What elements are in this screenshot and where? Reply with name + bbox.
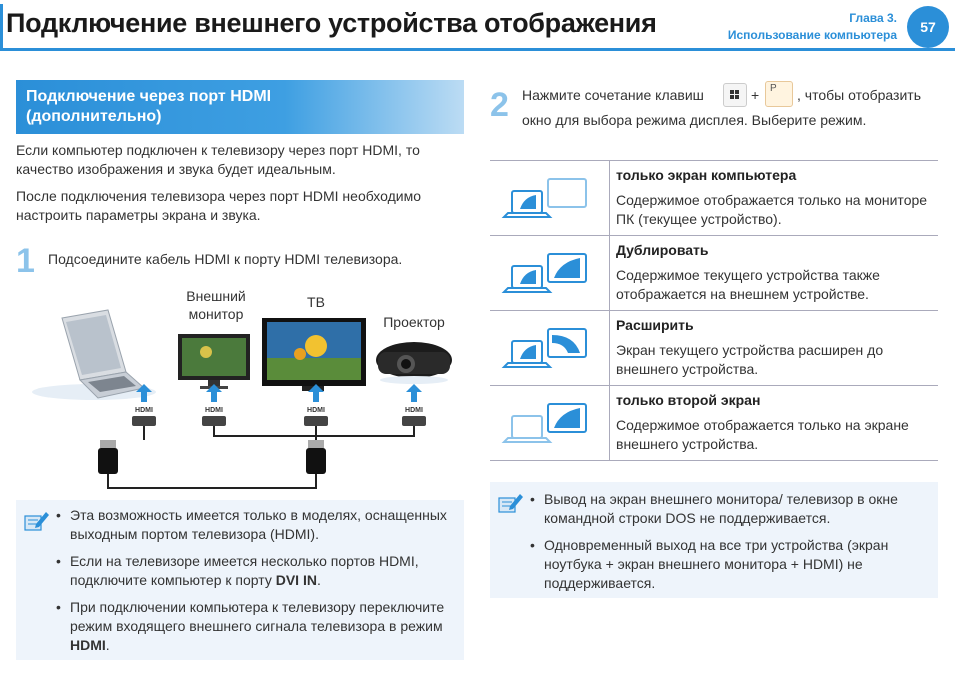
mode-title: только второй экран xyxy=(616,392,761,408)
hdmi-connection-diagram xyxy=(16,300,464,500)
step-2-text-before: Нажмите сочетание клавиш xyxy=(522,87,704,103)
hdmi-connectors xyxy=(132,416,426,426)
note-box-left xyxy=(16,500,464,660)
section-header xyxy=(16,80,464,134)
mode-row-duplicate[interactable] xyxy=(490,236,938,311)
step-1-number: 1 xyxy=(16,242,35,280)
intro-paragraph: Если компьютер подключен к телевизору через порт HDMI, то качество изображения и звука будет идеальным. xyxy=(16,142,420,177)
display-modes-table xyxy=(490,160,938,461)
windows-logo-icon xyxy=(724,84,746,106)
note-list-right xyxy=(528,490,932,601)
note-left-item-2-end: . xyxy=(316,572,321,588)
note-left-item-3 xyxy=(54,598,456,655)
mode-description: Содержимое отображается только на экране внешнего устройства. xyxy=(616,417,909,452)
hdmi-port-label-monitor: HDMI xyxy=(205,407,223,414)
note-pencil-icon xyxy=(22,508,50,534)
tv-label: ТВ xyxy=(307,294,325,310)
step-1-text: Подсоедините кабель HDMI к порту HDMI телевизора. xyxy=(48,251,403,267)
hdmi-port-label-laptop: HDMI xyxy=(135,407,153,414)
duplicate-icon xyxy=(490,236,610,310)
connection-arrows xyxy=(136,384,422,402)
hdmi-plugs xyxy=(98,440,326,474)
section-title-line1: Подключение через порт HDMI xyxy=(26,88,272,105)
key-plus-sign: + xyxy=(751,87,760,103)
title-underline xyxy=(0,48,955,51)
mode-icon-cell xyxy=(490,161,610,235)
mode-description: Содержимое отображается только на мониторе ПК (текущее устройство). xyxy=(616,192,928,227)
hdmi-port-labels xyxy=(135,407,423,414)
note-left-item-3-text: При подключении компьютера к телевизору переключите режим входящего внешнего сигнала телевизора в режим xyxy=(70,599,445,634)
chapter-info xyxy=(728,10,897,44)
note-left-item-2 xyxy=(54,552,456,590)
laptop-illustration xyxy=(32,310,156,400)
step-2-line2: окно для выбора режима дисплея. Выберите режим. xyxy=(522,112,867,128)
section-title-line2: (дополнительно) xyxy=(26,108,162,125)
mode-title: только экран компьютера xyxy=(616,167,797,183)
step-2-text-after: , чтобы отобразить xyxy=(797,87,921,103)
external-monitor-illustration xyxy=(178,334,250,389)
monitor-label-line1: Внешний xyxy=(186,288,246,304)
p-key-label: P xyxy=(770,83,777,94)
note-box-right xyxy=(490,482,938,598)
mode-row-pc-only[interactable] xyxy=(490,161,938,236)
projector-illustration xyxy=(376,342,452,384)
hdmi-cables xyxy=(108,426,414,488)
windows-key xyxy=(723,83,747,107)
mode-row-second-only[interactable] xyxy=(490,386,938,461)
note-left-item-2-bold: DVI IN xyxy=(275,572,317,588)
setup-paragraph: После подключения телевизора через порт HDMI необходимо настроить параметры экрана и звука. xyxy=(16,188,422,223)
mode-description: Экран текущего устройства расширен до внешнего устройства. xyxy=(616,342,884,377)
projector-label: Проектор xyxy=(383,314,445,330)
page-number-badge: 57 xyxy=(907,6,949,48)
note-left-item-3-end: . xyxy=(105,637,110,653)
step-2-line1 xyxy=(522,86,704,105)
step-2-number: 2 xyxy=(490,86,509,124)
chapter-label: Глава 3. xyxy=(849,11,897,25)
pc-screen-only-icon xyxy=(490,161,610,235)
hdmi-port-label-projector: HDMI xyxy=(405,407,423,414)
mode-description: Содержимое текущего устройства также отображается на внешнем устройстве. xyxy=(616,267,880,302)
mode-title: Расширить xyxy=(616,317,694,333)
chapter-subtitle: Использование компьютера xyxy=(727,28,897,42)
note-right-item-2: • Одновременный выход на все три устройства (экран ноутбука + экран внешнего монитора + HDMI) не поддерживается. xyxy=(528,536,932,593)
monitor-label-line2: монитор xyxy=(188,306,244,322)
tv-illustration xyxy=(262,318,366,391)
p-key xyxy=(765,81,793,107)
note-pencil-icon xyxy=(496,490,524,516)
note-left-item-3-bold: HDMI xyxy=(70,637,106,653)
page-title: Подключение внешнего устройства отображения xyxy=(6,8,657,38)
mode-title: Дублировать xyxy=(616,242,709,258)
title-accent-mark xyxy=(0,4,3,48)
note-left-item-1: • Эта возможность имеется только в моделях, оснащенных выходным портом телевизора (HDMI). xyxy=(54,506,456,544)
mode-icon-cell xyxy=(490,386,610,460)
extend-icon xyxy=(490,311,610,385)
mode-icon-cell xyxy=(490,311,610,385)
second-screen-only-icon xyxy=(490,386,610,460)
note-right-item-1: • Вывод на экран внешнего монитора/ телевизор в окне командной строки DOS не поддерживается. xyxy=(528,490,932,528)
mode-row-extend[interactable] xyxy=(490,311,938,386)
note-list-left xyxy=(54,506,456,663)
mode-icon-cell xyxy=(490,236,610,310)
hdmi-port-label-tv: HDMI xyxy=(307,407,325,414)
note-left-item-2-text: Если на телевизоре имеется несколько портов HDMI, подключите компьютер к порту xyxy=(70,553,419,588)
